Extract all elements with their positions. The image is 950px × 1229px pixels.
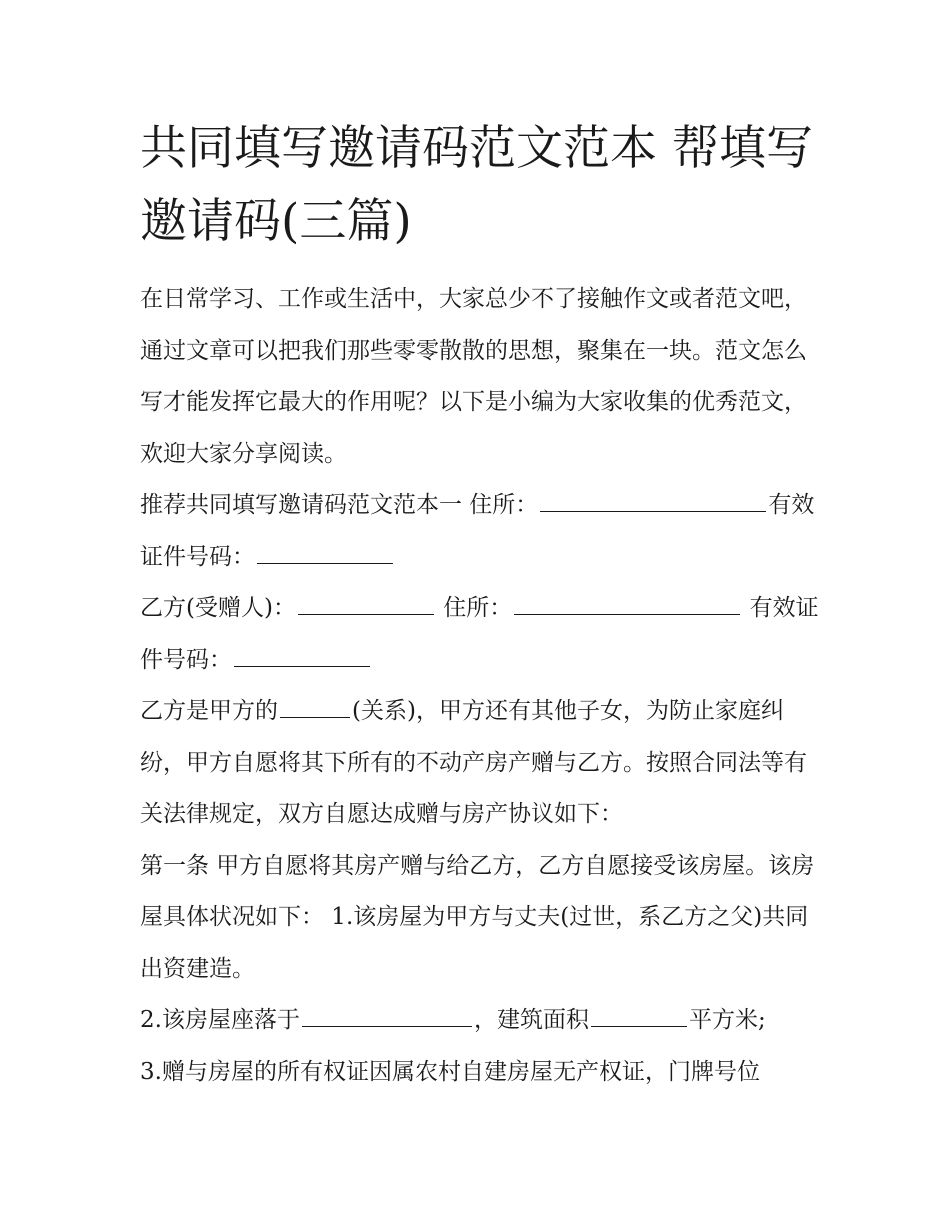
location-blank [302, 1003, 472, 1027]
relation-suffix: (关系)，甲方还有其他子女，为防止家庭纠纷，甲方自愿将其下所有的不动产房产赠与乙方。按照合同法等有关法律规定，双方自愿达成赠与房产协议如下： [140, 698, 807, 827]
address-blank [540, 488, 766, 512]
partyb-address-blank [514, 591, 740, 615]
partyb-prefix: 乙方(受赠人)： [140, 595, 296, 621]
partyb-id-blank [234, 643, 370, 667]
relation-prefix: 乙方是甲方的 [140, 698, 278, 724]
partyb-address-label: 住所： [435, 595, 513, 621]
relation-paragraph [140, 686, 820, 841]
article-1-paragraph: 第一条 甲方自愿将其房产赠与给乙方，乙方自愿接受该房屋。该房屋具体状况如下： 1.该房屋为甲方与丈夫(过世，系乙方之父)共同出资建造。 [140, 852, 815, 982]
partyb-name-blank [298, 591, 434, 615]
relation-blank [280, 694, 350, 718]
intro-paragraph: 在日常学习、工作或生活中，大家总少不了接触作文或者范文吧，通过文章可以把我们那些零零散散的思想，聚集在一块。范文怎么写才能发挥它最大的作用呢？以下是小编为大家收集的优秀范文，欢迎大家分享阅读。 [140, 286, 807, 467]
item-3-paragraph: 3.赠与房屋的所有权证因属农村自建房屋无产权证，门牌号位 [140, 1058, 760, 1085]
id-label: 有效证件号码： [140, 492, 815, 570]
id-blank [257, 540, 393, 564]
partyb-id-label: 有效证件号码： [140, 595, 819, 673]
recommend-prefix: 推荐共同填写邀请码范文范本一 住所： [140, 492, 539, 518]
item-2-suffix: 平方米; [688, 1007, 766, 1033]
area-blank [591, 1003, 687, 1027]
item-2-paragraph [140, 995, 820, 1047]
item-2-prefix: 2.该房屋座落于 [140, 1007, 300, 1033]
document-page [140, 112, 820, 1098]
recommend-paragraph [140, 480, 820, 583]
document-title: 共同填写邀请码范文范本 帮填写邀请码(三篇) [140, 121, 813, 249]
item-2-middle: ，建筑面积 [473, 1007, 589, 1033]
partyb-paragraph [140, 583, 820, 686]
